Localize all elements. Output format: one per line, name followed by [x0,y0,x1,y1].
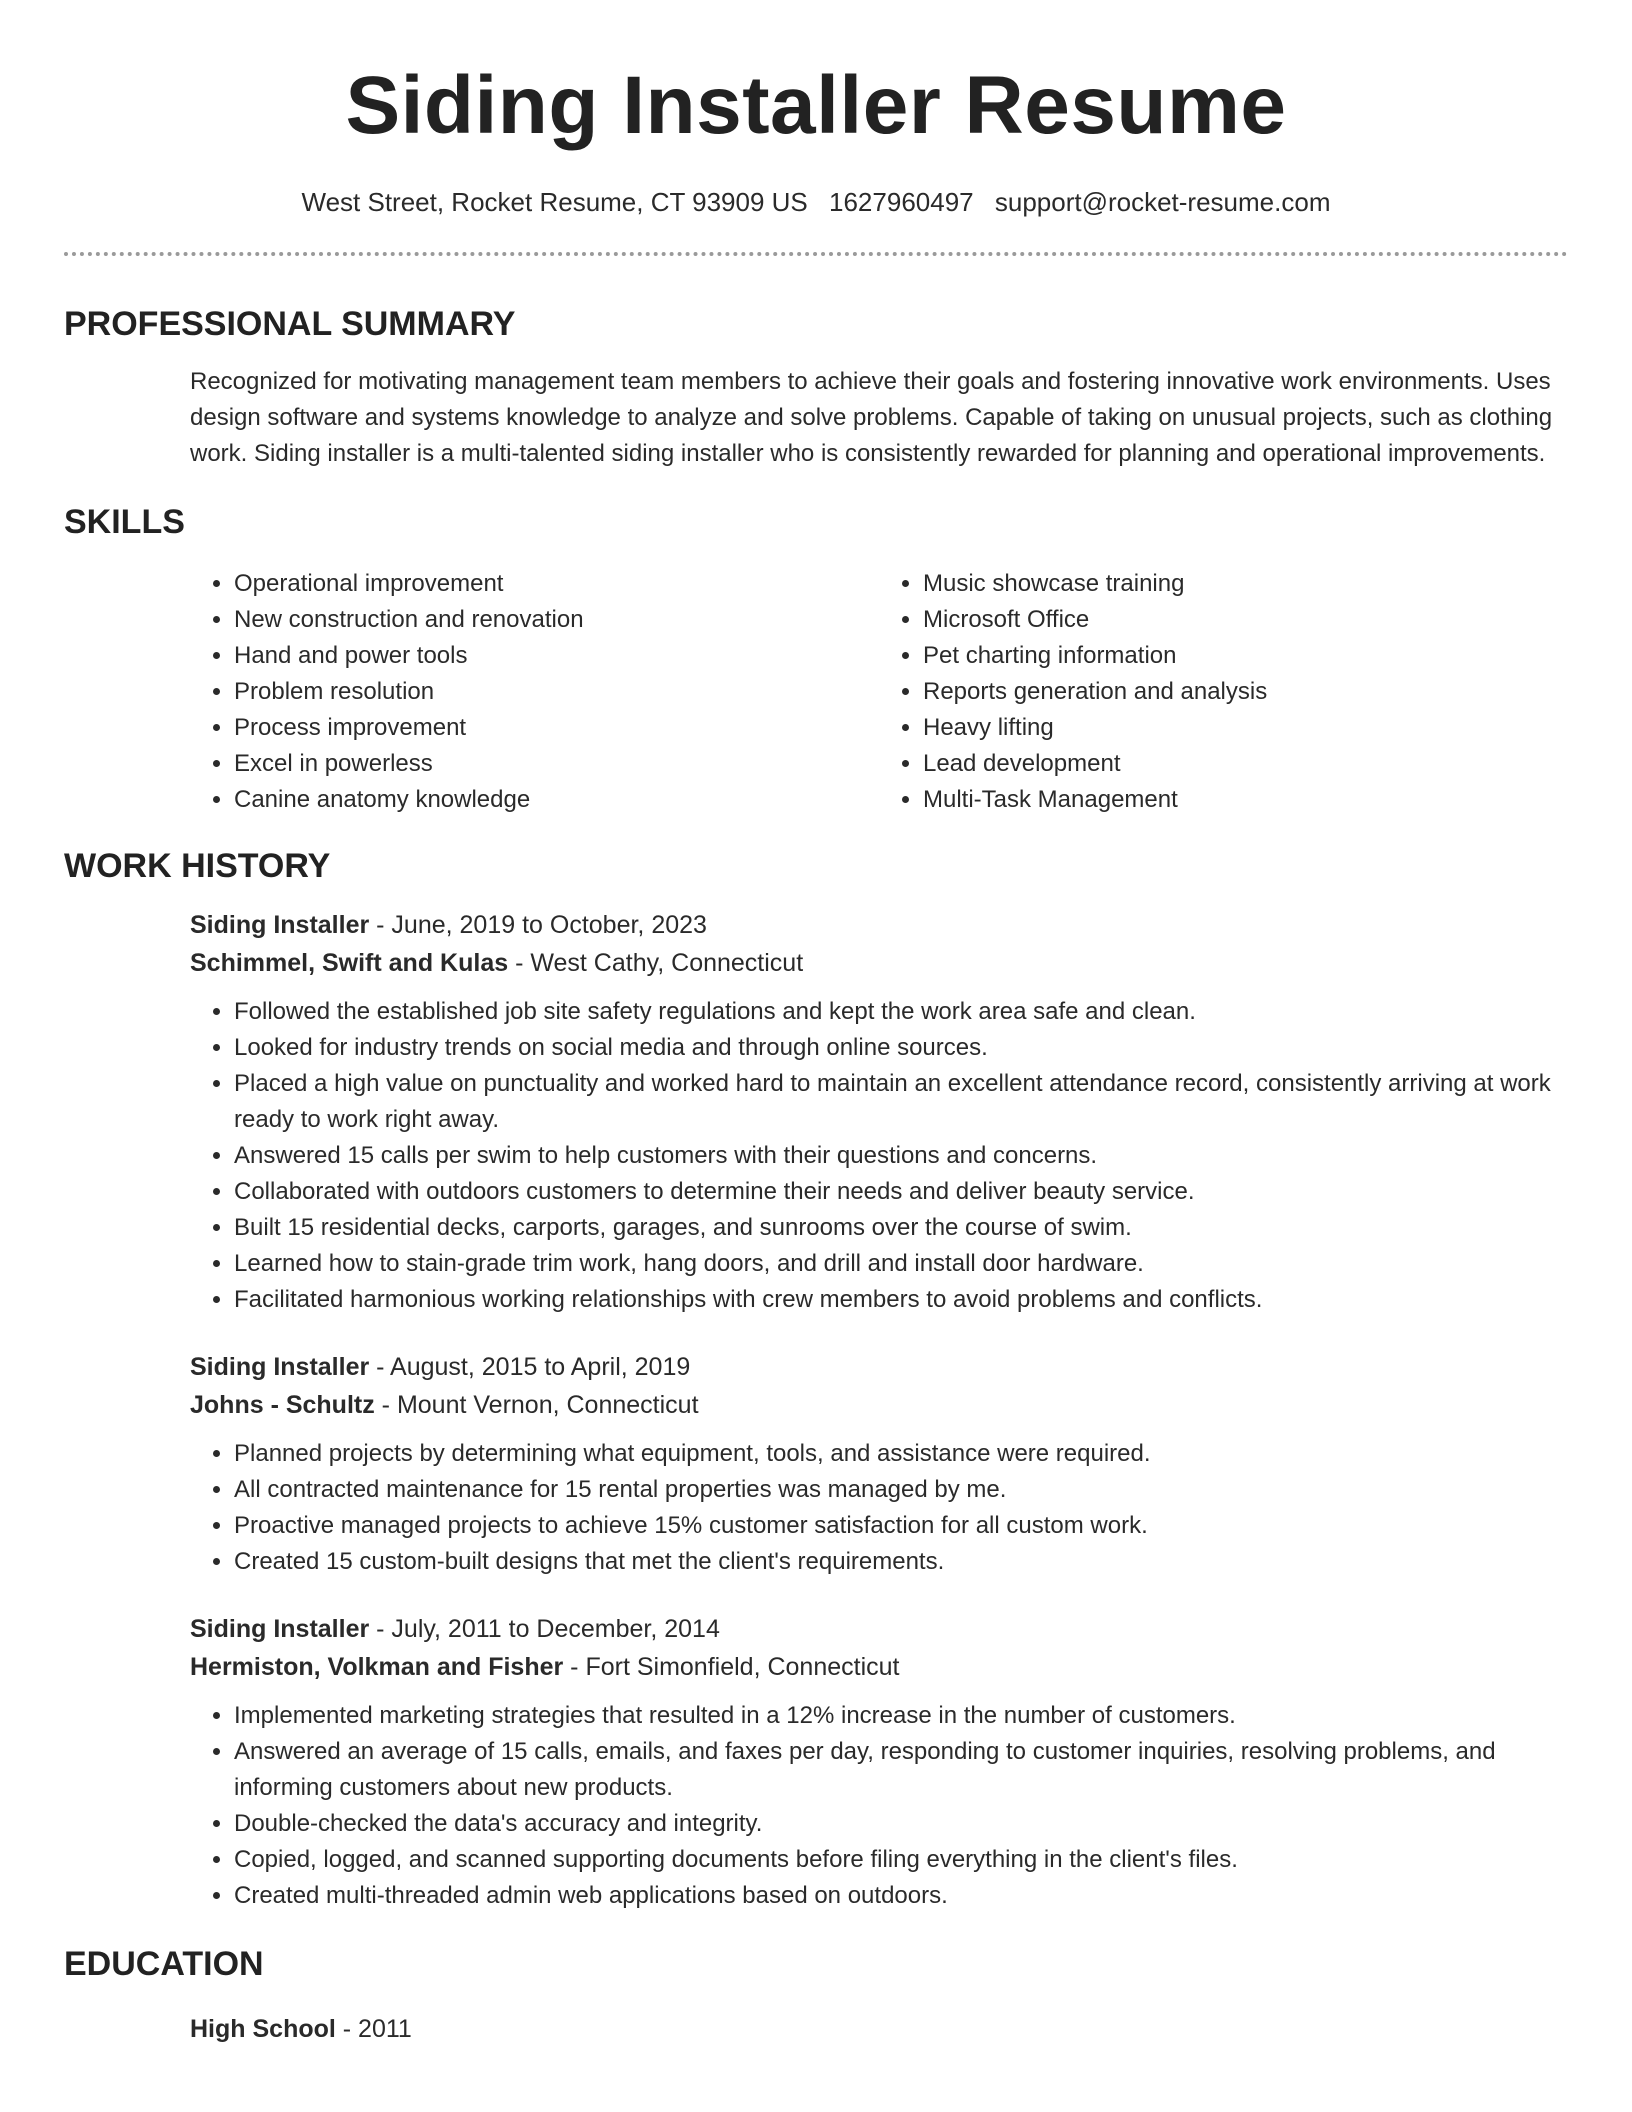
job-bullet: • Built 15 residential decks, carports, garages, and sunrooms over the course of swim. [234,1210,1568,1246]
skill-item: • Music showcase training [923,566,1568,602]
contact-address: West Street, Rocket Resume, CT 93909 US [301,187,808,217]
job-bullets [190,994,1568,1318]
job-bullet: • Copied, logged, and scanned supporting documents before filing everything in the client's files. [234,1842,1568,1878]
summary-text: Recognized for motivating management team members to achieve their goals and fostering innovative work environments. Uses design software and systems knowledge to analyze and solve problems. Capable of taking on unusual projects, such as clothing work. Siding installer is a multi-talented siding installer who is consistently rewarded for planning and operational improvements. [190,368,1553,467]
job-bullet: • Answered an average of 15 calls, emails, and faxes per day, responding to customer inquiries, resolving problems, and informing customers about new products. [234,1734,1568,1806]
job-bullet: • Double-checked the data's accuracy and integrity. [234,1806,1568,1842]
job-bullet: • All contracted maintenance for 15 rental properties was managed by me. [234,1472,1568,1508]
job-location: - Fort Simonfield, Connecticut [563,1653,900,1681]
job-title-line [190,906,1568,944]
job-location: - West Cathy, Connecticut [508,949,804,977]
skill-item: • Excel in powerless [234,746,879,782]
job-bullet: • Collaborated with outdoors customers to determine their needs and deliver beauty service. [234,1174,1568,1210]
skill-item: • Lead development [923,746,1568,782]
contact-phone: 1627960497 [829,187,974,217]
job-company: Johns - Schultz [190,1391,375,1419]
job-company-line [190,1386,1568,1424]
job-bullets [190,1698,1568,1914]
work-history-heading: WORK HISTORY [64,847,331,885]
skill-item: • Canine anatomy knowledge [234,782,879,818]
job-company-line [190,1648,1568,1686]
skill-item: • Problem resolution [234,674,879,710]
skills-heading: SKILLS [64,503,185,541]
job-bullet: • Created multi-threaded admin web applications based on outdoors. [234,1878,1568,1914]
education-heading: EDUCATION [64,1945,264,1983]
job-entry-1 [64,906,1568,1318]
skill-item: • Pet charting information [923,638,1568,674]
skill-item: • Hand and power tools [234,638,879,674]
job-bullet: • Placed a high value on punctuality and worked hard to maintain an excellent attendance record, consistently arriving at work ready to work right away. [234,1066,1568,1138]
job-company-line [190,944,1568,982]
skills-column-right [879,566,1568,818]
job-bullet: • Proactive managed projects to achieve 15% customer satisfaction for all custom work. [234,1508,1568,1544]
skill-item: • Operational improvement [234,566,879,602]
job-company: Hermiston, Volkman and Fisher [190,1653,564,1681]
job-entry-3 [64,1610,1568,1914]
job-title: Siding Installer [190,1615,370,1643]
skills-column-left [190,566,879,818]
education-entry [64,2010,1568,2048]
skill-item: • Process improvement [234,710,879,746]
job-bullets [190,1436,1568,1580]
skill-item: • Heavy lifting [923,710,1568,746]
skills-list [64,566,1568,818]
header-divider [64,252,1568,256]
job-bullet: • Implemented marketing strategies that resulted in a 12% increase in the number of customers. [234,1698,1568,1734]
job-bullet: • Facilitated harmonious working relationships with crew members to avoid problems and conflicts. [234,1282,1568,1318]
job-location: - Mount Vernon, Connecticut [374,1391,699,1419]
job-bullet: • Followed the established job site safety regulations and kept the work area safe and clean. [234,994,1568,1030]
skill-item: • New construction and renovation [234,602,879,638]
job-dates: - June, 2019 to October, 2023 [369,911,707,939]
job-title: Siding Installer [190,911,370,939]
job-company: Schimmel, Swift and Kulas [190,949,509,977]
job-entry-2 [64,1348,1568,1580]
contact-email: support@rocket-resume.com [994,187,1331,217]
job-title-line [190,1610,1568,1648]
skill-item: • Reports generation and analysis [923,674,1568,710]
skill-item: • Multi-Task Management [923,782,1568,818]
education-year: - 2011 [335,2015,412,2043]
resume-title: Siding Installer Resume [345,60,1287,151]
job-bullet: • Planned projects by determining what equipment, tools, and assistance were required. [234,1436,1568,1472]
job-bullet: • Answered 15 calls per swim to help customers with their questions and concerns. [234,1138,1568,1174]
job-bullet: • Learned how to stain-grade trim work, hang doors, and drill and install door hardware. [234,1246,1568,1282]
job-title: Siding Installer [190,1353,370,1381]
job-bullet: • Looked for industry trends on social media and through online sources. [234,1030,1568,1066]
job-title-line [190,1348,1568,1386]
skill-item: • Microsoft Office [923,602,1568,638]
education-degree: High School [190,2015,336,2043]
contact-line [64,184,1568,220]
job-dates: - July, 2011 to December, 2014 [369,1615,720,1643]
job-bullet: • Created 15 custom-built designs that met the client's requirements. [234,1544,1568,1580]
job-dates: - August, 2015 to April, 2019 [369,1353,691,1381]
summary-heading: PROFESSIONAL SUMMARY [64,305,516,343]
